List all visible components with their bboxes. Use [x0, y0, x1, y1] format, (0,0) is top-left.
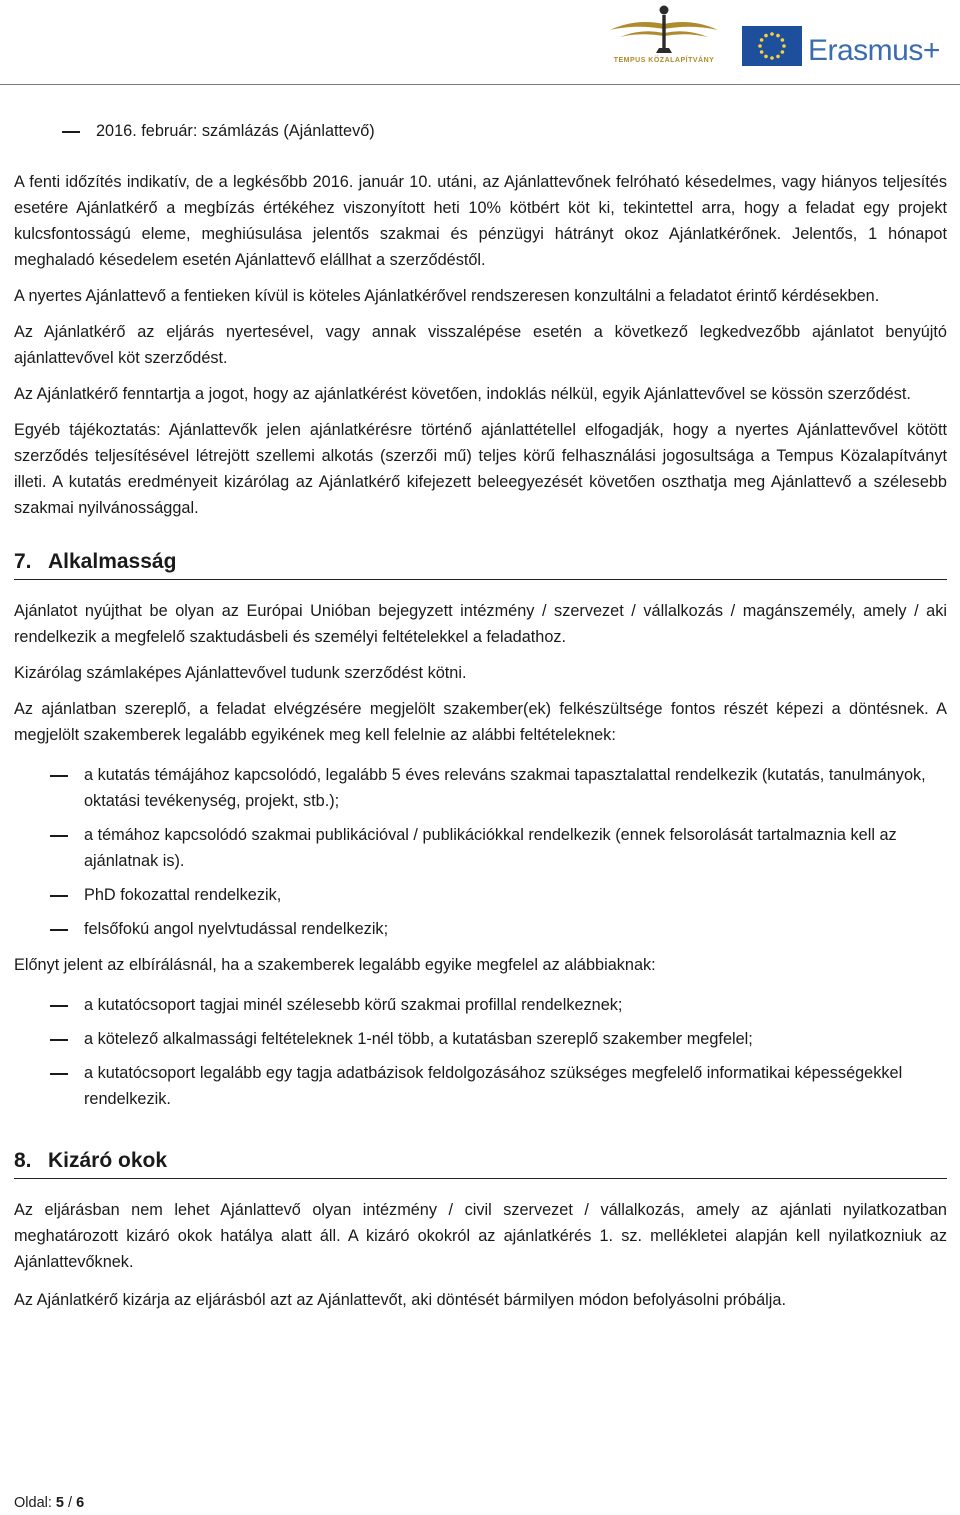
section-number: 7.: [14, 550, 32, 573]
list-item-text: a témához kapcsolódó szakmai publikációval / publikációkkal rendelkezik (ennek felsorolását tartalmaznia kell az ajánlatnak is).: [84, 826, 897, 870]
page-current: 5: [55, 1495, 64, 1511]
erasmus-logo: [742, 22, 952, 70]
paragraph: A fenti időzítés indikatív, de a legkésőbb 2016. január 10. utáni, az Ajánlattevőnek felróható késedelmes, vagy hiányos teljesítés esetére Ajánlatkérő a megbízás értékéhez viszonyított heti 10% kötbért köt ki, tekintettel arra, hogy a feladat egy projekt kulcsfontosságú eleme, meghiúsulása jelentős szakmai és pénzügyi hátrányt okoz Ajánlatkérőnek. Jelentős, 1 hónapot meghaladó késedelem esetén Ajánlattevő elállhat a szerződéstől.: [14, 173, 947, 269]
paragraph: Egyéb tájékoztatás: Ajánlattevők jelen ajánlatkérésre történő ajánlattétellel elfogadják, hogy a nyertes Ajánlattevővel kötött szerződés teljesítésével létrejött szellemi alkotás (szerzői mű) teljes körű felhasználási jogosultsága a Tempus Közalapítványt illeti. A kutatás eredményeit kizárólag az Ajánlatkérő kifejezett beleegyezését követően oszthatja meg Ajánlattevő a szélesebb szakmai nyilvánossággal.: [14, 421, 947, 517]
list-item: [14, 916, 947, 942]
dash-bullet-icon: [50, 895, 68, 897]
page-footer: [14, 1495, 84, 1511]
dash-bullet-icon: [50, 1005, 68, 1007]
requirements-list: [14, 762, 947, 942]
tempus-emblem-icon: [606, 2, 722, 56]
paragraph: Az Ajánlatkérő kizárja az eljárásból azt az Ajánlattevőt, aki döntését bármilyen módon befolyásolni próbálja.: [14, 1291, 786, 1309]
list-item: [14, 1060, 947, 1112]
page-total: 6: [76, 1495, 85, 1511]
list-item-text: a kutatócsoport legalább egy tagja adatbázisok feldolgozásához szükséges megfelelő informatikai képességekkel rendelkezik.: [84, 1064, 903, 1108]
dash-bullet-icon: [50, 775, 68, 777]
erasmus-wordmark: Erasmus+: [808, 34, 940, 67]
section-title: Kizáró okok: [48, 1149, 168, 1172]
list-item-text: a kutatócsoport tagjai minél szélesebb körű szakmai profillal rendelkeznek;: [84, 996, 623, 1014]
paragraph: Az eljárásban nem lehet Ajánlattevő olyan intézmény / civil szervezet / vállalkozás, amely az ajánlati nyilatkozatban meghatározott kizáró okok hatálya alatt áll. A kizáró okokról az ajánlatkérés 1. sz. mellékletei alapján kell nyilatkozniuk az Ajánlattevőknek.: [14, 1201, 947, 1271]
list-item-text: a kutatás témájához kapcsolódó, legalább 5 éves releváns szakmai tapasztalattal rendelkezik (kutatás, tanulmányok, oktatási tevékenység, projekt, stb.);: [84, 766, 926, 810]
header-divider: [0, 84, 960, 85]
section-heading-8: [14, 1146, 947, 1179]
list-item-text: 2016. február: számlázás (Ajánlattevő): [96, 122, 375, 140]
list-item-text: PhD fokozattal rendelkezik,: [84, 886, 282, 904]
list-item: [14, 882, 947, 908]
list-item-text: felsőfokú angol nyelvtudással rendelkezik;: [84, 920, 389, 938]
section-heading-7: [14, 547, 947, 580]
dash-bullet-icon: [50, 929, 68, 931]
tempus-label: TEMPUS KÖZALAPÍTVÁNY: [613, 57, 715, 64]
paragraph: Az Ajánlatkérő az eljárás nyertesével, vagy annak visszalépése esetén a következő legkedvezőbb ajánlatot benyújtó ajánlattevővel köt szerződést.: [14, 323, 947, 367]
advantages-list: [14, 992, 947, 1112]
list-item: [14, 1026, 947, 1052]
paragraph: A nyertes Ajánlattevő a fentieken kívül is köteles Ajánlatkérővel rendszeresen konzultálni a feladatot érintő kérdésekben.: [14, 287, 880, 305]
list-item-text: a kötelező alkalmassági feltételeknek 1-nél több, a kutatásban szereplő szakember megfelel;: [84, 1030, 753, 1048]
dash-bullet-icon: [50, 1073, 68, 1075]
section-title: Alkalmasság: [48, 550, 177, 573]
dash-bullet-icon: [62, 131, 80, 133]
paragraph: Az ajánlatban szereplő, a feladat elvégzésére megjelölt szakember(ek) felkészültsége fontos részét képezi a döntésnek. A megjelölt szakemberek legalább egyikének meg kell felelnie az alábbi feltételeknek:: [14, 700, 947, 744]
list-item: [14, 762, 947, 814]
section-number: 8.: [14, 1149, 32, 1172]
paragraph: Előnyt jelent az elbírálásnál, ha a szakemberek legalább egyike megfelel az alábbiaknak:: [14, 956, 656, 974]
list-item: [14, 822, 947, 874]
page-separator: /: [68, 1495, 73, 1511]
list-item: [14, 118, 947, 144]
paragraph: Az Ajánlatkérő fenntartja a jogot, hogy az ajánlatkérést követően, indoklás nélkül, egyik Ajánlattevővel se kössön szerződést.: [14, 385, 911, 403]
dash-bullet-icon: [50, 1039, 68, 1041]
document-body: [14, 118, 947, 1313]
page-label: Oldal:: [14, 1495, 52, 1511]
dash-bullet-icon: [50, 835, 68, 837]
eu-flag-icon: [742, 26, 802, 66]
paragraph: Ajánlatot nyújthat be olyan az Európai Unióban bejegyzett intézmény / szervezet / vállalkozás / magánszemély, amely / aki rendelkezik a megfelelő szaktudásbeli és személyi feltételekkel a feladathoz.: [14, 602, 947, 646]
list-item: [14, 992, 947, 1018]
paragraph: Kizárólag számlaképes Ajánlattevővel tudunk szerződést kötni.: [14, 664, 467, 682]
tempus-logo: [606, 2, 722, 70]
